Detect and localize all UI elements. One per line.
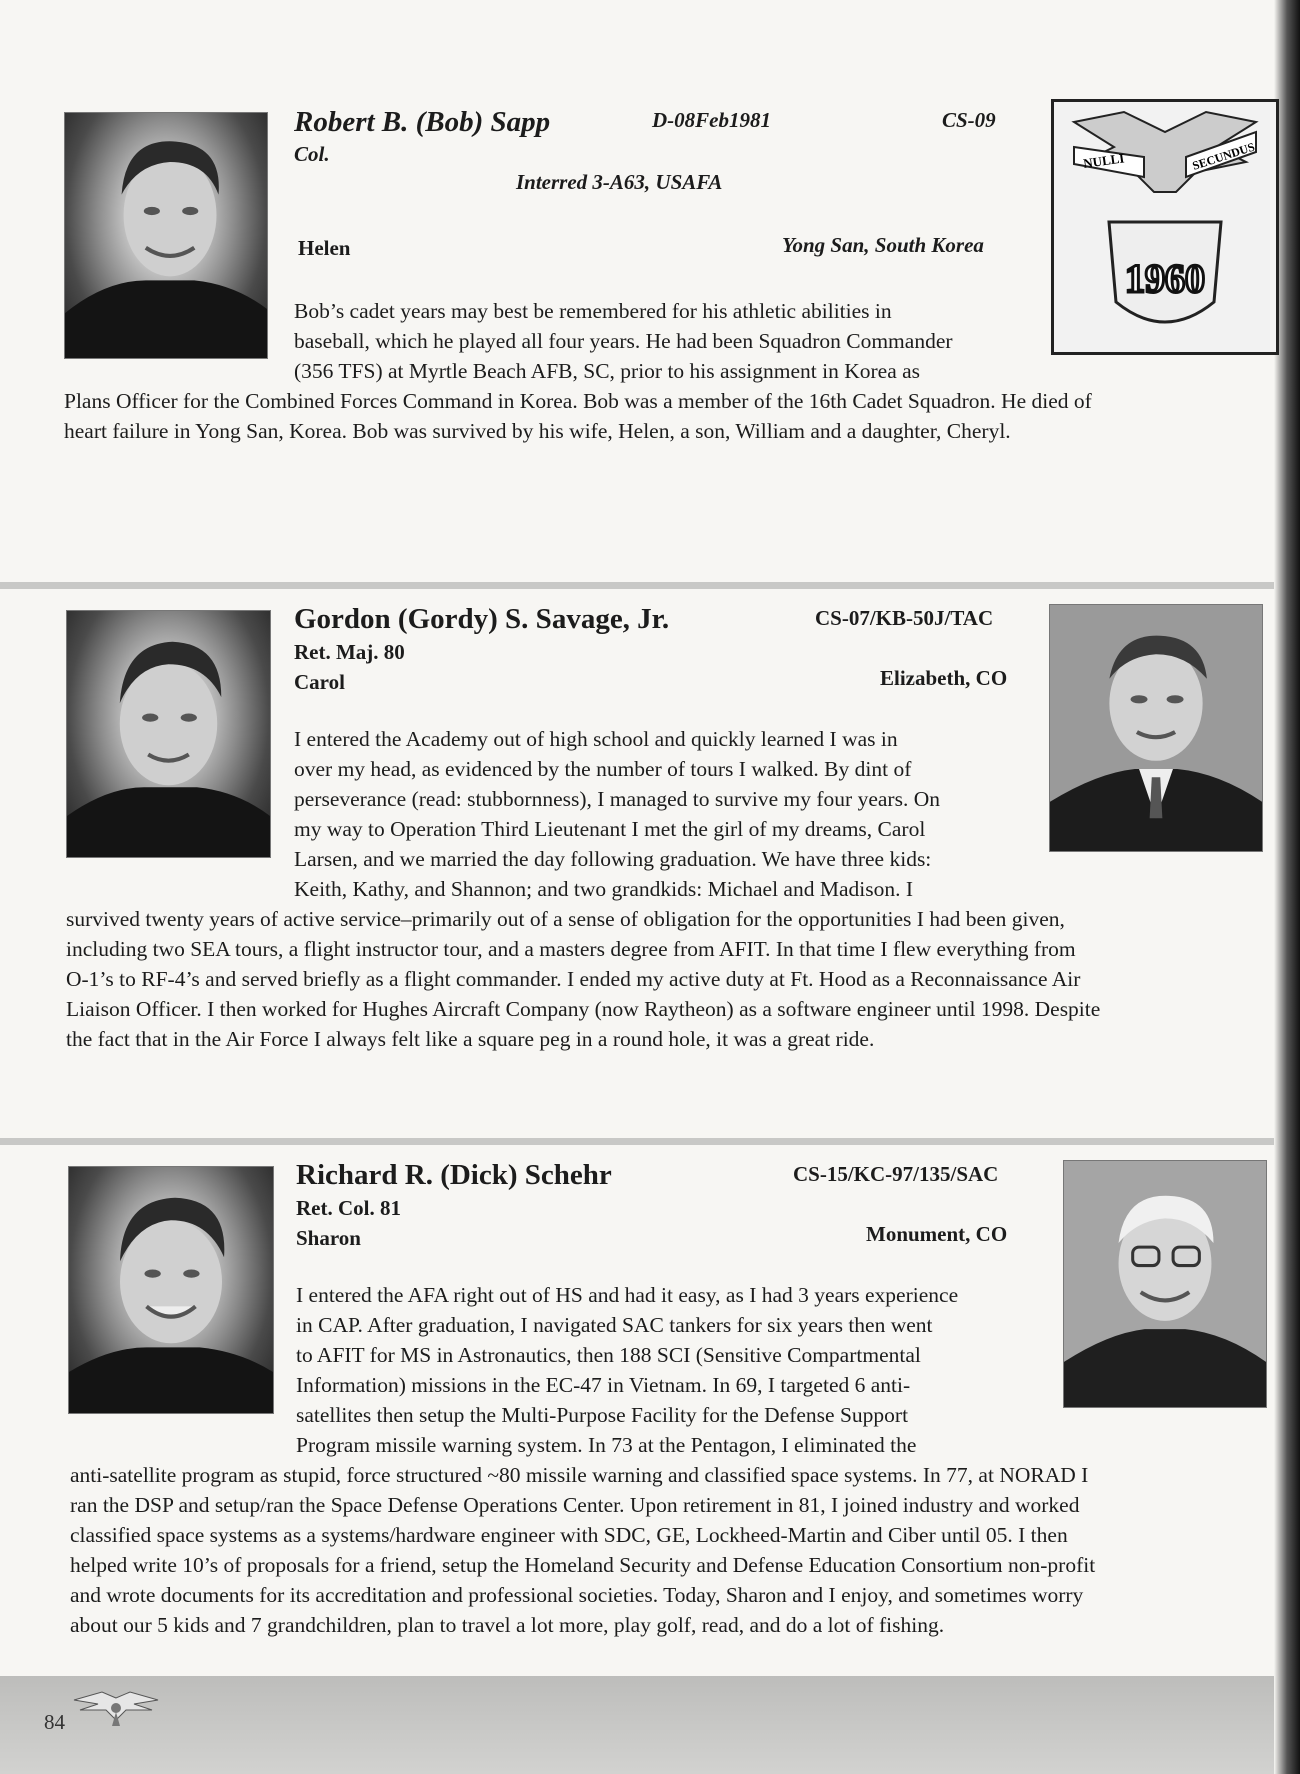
entry-spouse: Helen [298,236,351,260]
cadet-photo-savage [66,610,271,858]
bio-line: I entered the AFA right out of HS and had it easy, as I had 3 years experience [296,1283,959,1307]
cadet-photo-schehr [68,1166,274,1414]
bio-line: perseverance (read: stubbornness), I managed to survive my four years. On [294,787,940,811]
entry-name: Richard R. (Dick) Schehr [296,1159,612,1191]
entry-rank: Ret. Col. 81 [296,1196,401,1220]
entry-code: CS-07/KB-50J/TAC [815,606,994,630]
current-photo-schehr [1063,1160,1267,1408]
bio-line: the fact that in the Air Force I always felt like a square peg in a round hole, it was a great ride. [66,1027,875,1051]
cadet-photo-sapp [64,112,268,359]
entry-death-date: D-08Feb1981 [652,108,771,132]
bio-line: (356 TFS) at Myrtle Beach AFB, SC, prior to his assignment in Korea as [294,359,921,383]
bio-line: and wrote documents for its accreditation and professional societies. Today, Sharon and I enjoy, and sometimes worry [70,1583,1084,1607]
crest-motto-right: SECUNDUS [1190,139,1257,173]
entry-location: Yong San, South Korea [782,233,984,257]
bio-line: survived twenty years of active service–primarily out of a sense of obligation for the opportunities I had been given, [66,907,1065,931]
bio-line: about our 5 kids and 7 grandchildren, plan to travel a lot more, play golf, read, and do a lot of fishing. [70,1613,945,1637]
section-divider [0,1138,1274,1145]
bio-line: to AFIT for MS in Astronautics, then 188 SCI (Sensitive Compartmental [296,1343,921,1367]
bio-line: helped write 10’s of proposals for a friend, setup the Homeland Security and Defense Education Consortium non-profit [70,1553,1096,1577]
entry-location: Monument, CO [866,1222,1008,1246]
bio-line: anti-satellite program as stupid, force structured ~80 missile warning and classified space systems. In 77, at NORAD I [70,1463,1089,1487]
bio-line: satellites then setup the Multi-Purpose Facility for the Defense Support [296,1403,909,1427]
footer-band [0,1676,1274,1774]
crest-motto-left: NULLI [1082,150,1126,171]
bio-line: Plans Officer for the Combined Forces Command in Korea. Bob was a member of the 16th Cadet Squadron. He died of [64,389,1092,413]
entry-name: Gordon (Gordy) S. Savage, Jr. [294,603,670,635]
section-divider [0,582,1274,589]
entry-name: Robert B. (Bob) Sapp [294,106,551,138]
entry-code: CS-15/KC-97/135/SAC [793,1162,999,1186]
bio-line: I entered the Academy out of high school and quickly learned I was in [294,727,898,751]
crest-year: 1960 [1125,256,1205,301]
bio-line: heart failure in Yong San, Korea. Bob was survived by his wife, Helen, a son, William and a daughter, Cheryl. [64,419,1011,443]
entry-rank: Col. [294,142,330,166]
entry-spouse: Sharon [296,1226,361,1250]
current-photo-savage [1049,604,1263,852]
bio-line: Larsen, and we married the day following graduation. We have three kids: [294,847,932,871]
bio-line: in CAP. After graduation, I navigated SAC tankers for six years then went [296,1313,933,1337]
bio-line: O-1’s to RF-4’s and served briefly as a flight commander. I ended my active duty at Ft. Hood as a Reconnaissance Air [66,967,1081,991]
entry-location: Elizabeth, CO [880,666,1008,690]
bio-line: baseball, which he played all four years. He had been Squadron Commander [294,329,953,353]
page-number: 84 [44,1710,65,1734]
bio-line: over my head, as evidenced by the number of tours I walked. By dint of [294,757,912,781]
class-crest-emblem [1051,99,1279,355]
bio-line: including two SEA tours, a flight instructor tour, and a masters degree from AFIT. In that time I flew everything from [66,937,1076,961]
bio-line: Liaison Officer. I then worked for Hughes Aircraft Company (now Raytheon) as a software engineer until 1998. Despite [66,997,1101,1021]
bio-line: my way to Operation Third Lieutenant I met the girl of my dreams, Carol [294,817,926,841]
bio-line: classified space systems as a systems/hardware engineer with SDC, GE, Lockheed-Martin and Ciber until 05. I then [70,1523,1068,1547]
bio-line: ran the DSP and setup/ran the Space Defense Operations Center. Upon retirement in 81, I joined industry and worked [70,1493,1080,1517]
bio-line: Keith, Kathy, and Shannon; and two grandkids: Michael and Madison. I [294,877,914,901]
entry-rank: Ret. Maj. 80 [294,640,405,664]
entry-code: CS-09 [942,108,996,132]
winged-emblem-icon [72,1690,160,1730]
entry-interred: Interred 3-A63, USAFA [516,170,723,194]
entry-spouse: Carol [294,670,345,694]
bio-line: Program missile warning system. In 73 at the Pentagon, I eliminated the [296,1433,917,1457]
bio-line: Bob’s cadet years may best be remembered for his athletic abilities in [294,299,892,323]
bio-line: Information) missions in the EC-47 in Vietnam. In 69, I targeted 6 anti- [296,1373,911,1397]
